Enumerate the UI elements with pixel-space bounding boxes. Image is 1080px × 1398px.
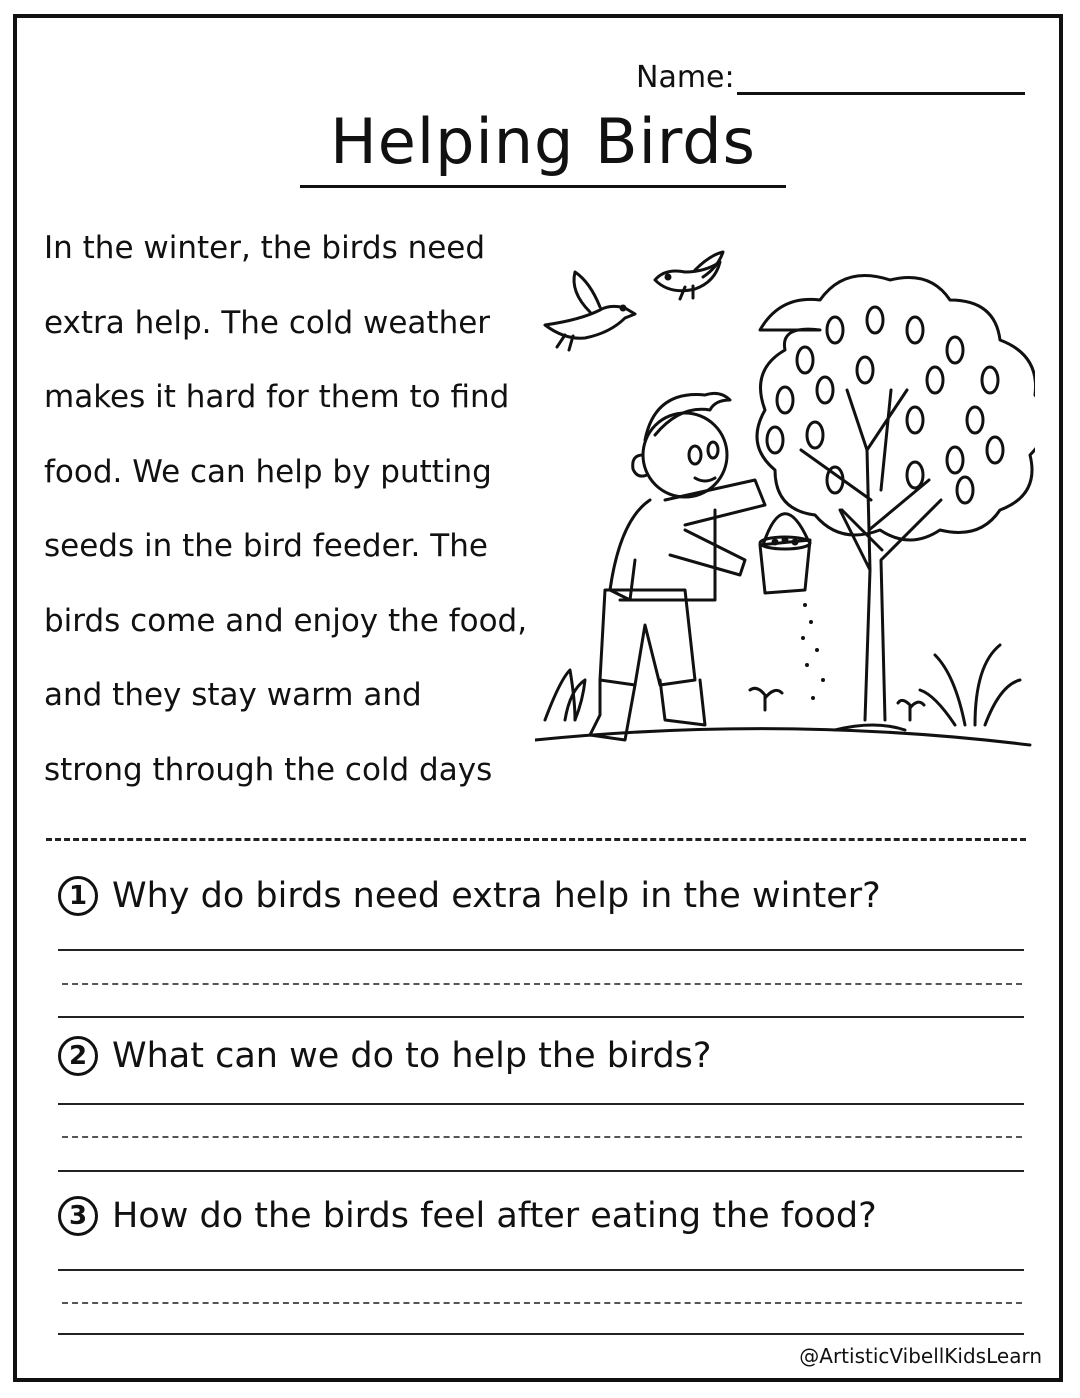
story-text	[44, 222, 584, 818]
answer-line[interactable]	[58, 1170, 1024, 1172]
story-line: and they stay warm and	[44, 677, 422, 713]
question-2	[58, 1036, 711, 1076]
author-credit: @ArtisticVibellKidsLearn	[799, 1344, 1042, 1368]
falling-seeds	[801, 603, 825, 700]
name-label: Name:	[636, 60, 735, 95]
answer-line[interactable]	[58, 949, 1024, 951]
question-number-badge: 3	[58, 1196, 98, 1236]
story-line: strong through the cold days	[44, 751, 493, 788]
name-field	[636, 52, 1025, 95]
question-3	[58, 1196, 877, 1236]
question-number-badge: 1	[58, 876, 98, 916]
story-line: makes it hard for them to find	[44, 379, 510, 415]
question-text: How do the birds feel after eating the food?	[112, 1196, 877, 1236]
tree-icon	[757, 276, 1035, 731]
story-line: In the winter, the birds need	[44, 230, 486, 266]
story-line: seeds in the bird feeder. The	[44, 528, 488, 564]
answer-line[interactable]	[58, 1103, 1024, 1105]
answer-line[interactable]	[58, 1333, 1024, 1335]
answer-guide-line	[62, 1136, 1022, 1138]
answer-line[interactable]	[58, 1269, 1024, 1271]
section-divider	[46, 838, 1026, 841]
flying-bird-icon	[655, 252, 723, 299]
answer-line[interactable]	[58, 1016, 1024, 1018]
title-underline	[300, 185, 786, 188]
grass-plants	[535, 645, 1030, 745]
story-line: extra help. The cold weather	[44, 304, 491, 341]
answer-guide-line	[62, 1302, 1022, 1304]
question-number-badge: 2	[58, 1036, 98, 1076]
question-text: Why do birds need extra help in the winter?	[112, 876, 881, 916]
question-1	[58, 876, 881, 916]
question-text: What can we do to help the birds?	[112, 1036, 712, 1076]
answer-guide-line	[62, 983, 1022, 985]
flying-bird-icon	[545, 272, 635, 350]
name-write-line[interactable]	[737, 52, 1025, 95]
story-line: birds come and enjoy the food,	[44, 602, 528, 639]
boy-feeding-birds-illustration	[535, 250, 1035, 765]
page-title: Helping Birds	[330, 105, 756, 178]
boy-icon	[590, 393, 810, 740]
story-line: food. We can help by putting	[44, 453, 492, 490]
